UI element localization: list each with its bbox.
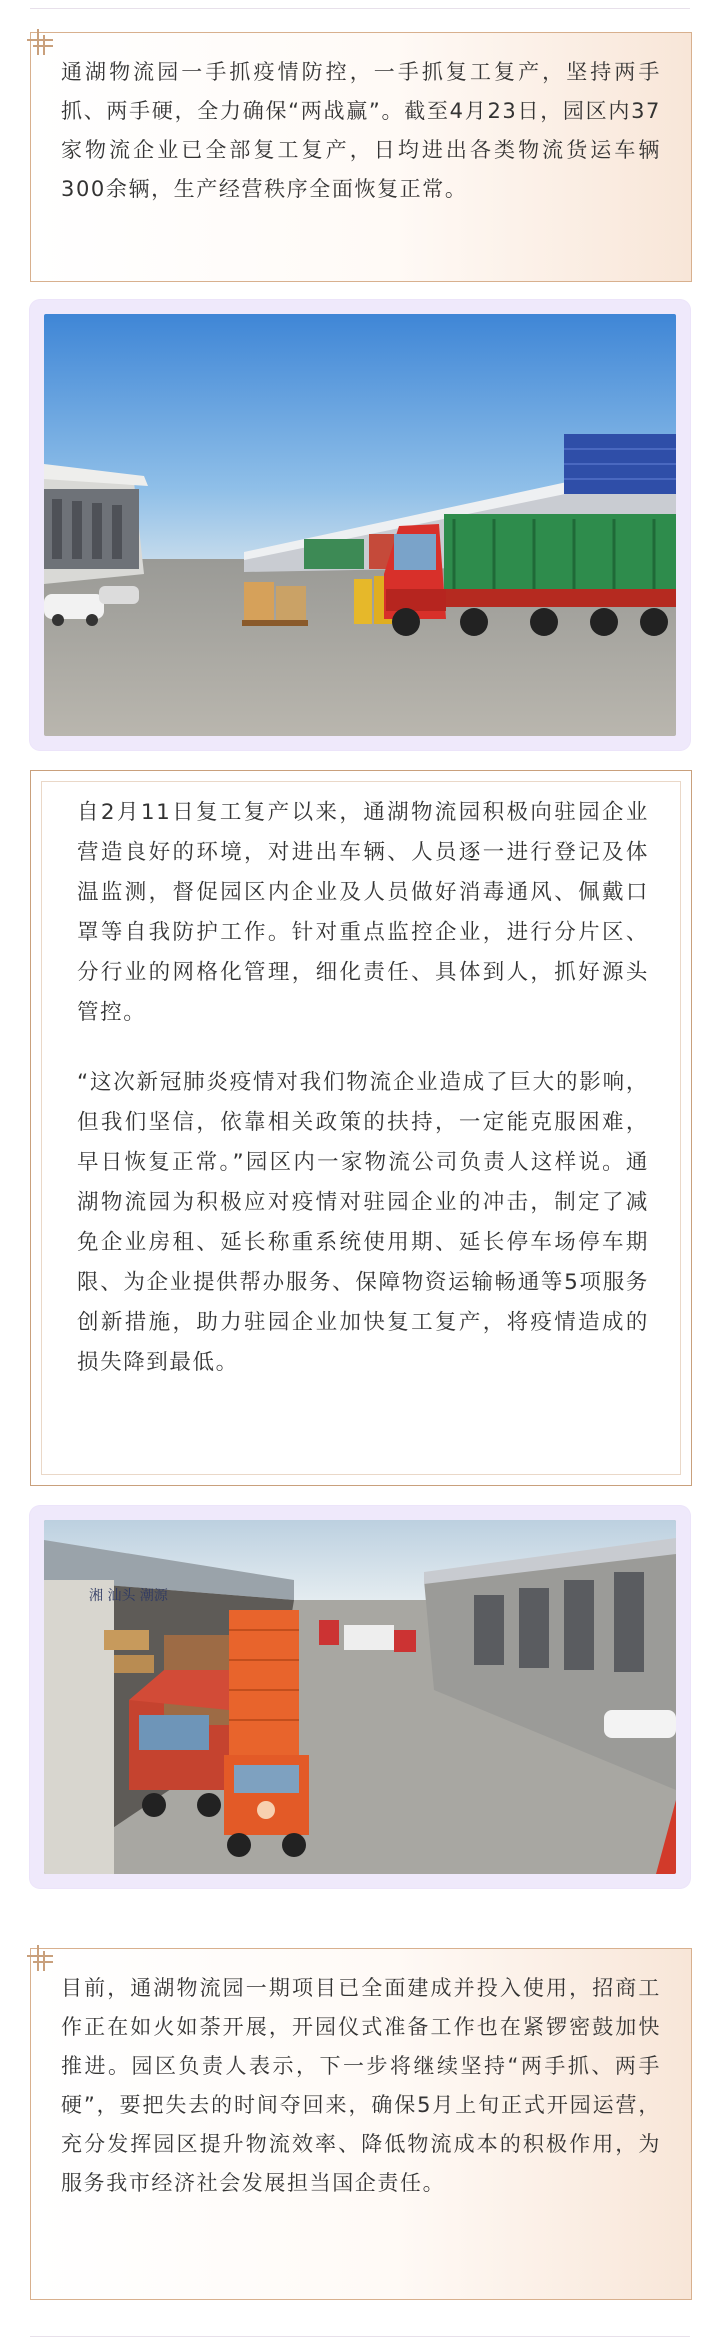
intro-text-box <box>30 32 692 282</box>
outlook-paragraph: 目前，通湖物流园一期项目已全面建成并投入使用，招商工作正在如火如荼开展，开园仪式准备工作也在紧锣密鼓加快推进。园区负责人表示，下一步将继续坚持“两手抓、两手硬”，要把失去的时间夺回来，确保5月上旬正式开园运营，充分发挥园区提升物流效率、降低物流成本的积极作用，为服务我市经济社会发展担当国企责任。 <box>61 1976 661 2195</box>
logistics-yard-photo <box>44 314 676 736</box>
photo-frame-1 <box>30 300 690 750</box>
trucks-loading-photo <box>44 1520 676 1874</box>
measures-paragraph: 自2月11日复工复产以来，通湖物流园积极向驻园企业营造良好的环境，对进出车辆、人员逐一进行登记及体温监测，督促园区内企业及人员做好消毒通风、佩戴口罩等自我防护工作。针对重点监控企业，进行分片区、分行业的网格化管理，细化责任、具体到人，抓好源头管控。 <box>77 800 649 1025</box>
photo-frame-2 <box>30 1506 690 1888</box>
trucks-loading-image <box>44 1520 676 1874</box>
warehouse-sign: 湘 汕头 潮源 <box>89 1588 168 1604</box>
corner-ornament-icon <box>27 29 55 57</box>
quote-paragraph: “这次新冠肺炎疫情对我们物流企业造成了巨大的影响，但我们坚信，依靠相关政策的扶持，一定能克服困难，早日恢复正常。”园区内一家物流公司负责人这样说。通湖物流园为积极应对疫情对驻园企业的冲击，制定了减免企业房租、延长称重系统使用期、延长停车场停车期限、为企业提供帮办服务、保障物资运输畅通等5项服务创新措施，助力驻园企业加快复工复产，将疫情造成的损失降到最低。 <box>77 1070 649 1375</box>
detail-text-frame <box>30 770 692 1486</box>
intro-paragraph: 通湖物流园一手抓疫情防控，一手抓复工复产，坚持两手抓、两手硬，全力确保“两战赢”。截至4月23日，园区内37家物流企业已全部复工复产，日均进出各类物流货运车辆300余辆，生产经营秩序全面恢复正常。 <box>61 60 661 201</box>
bottom-divider <box>30 2336 690 2337</box>
logistics-yard-image <box>44 314 676 736</box>
corner-ornament-icon-2 <box>27 1945 55 1973</box>
outlook-text-box <box>30 1948 692 2300</box>
top-divider <box>30 8 690 9</box>
